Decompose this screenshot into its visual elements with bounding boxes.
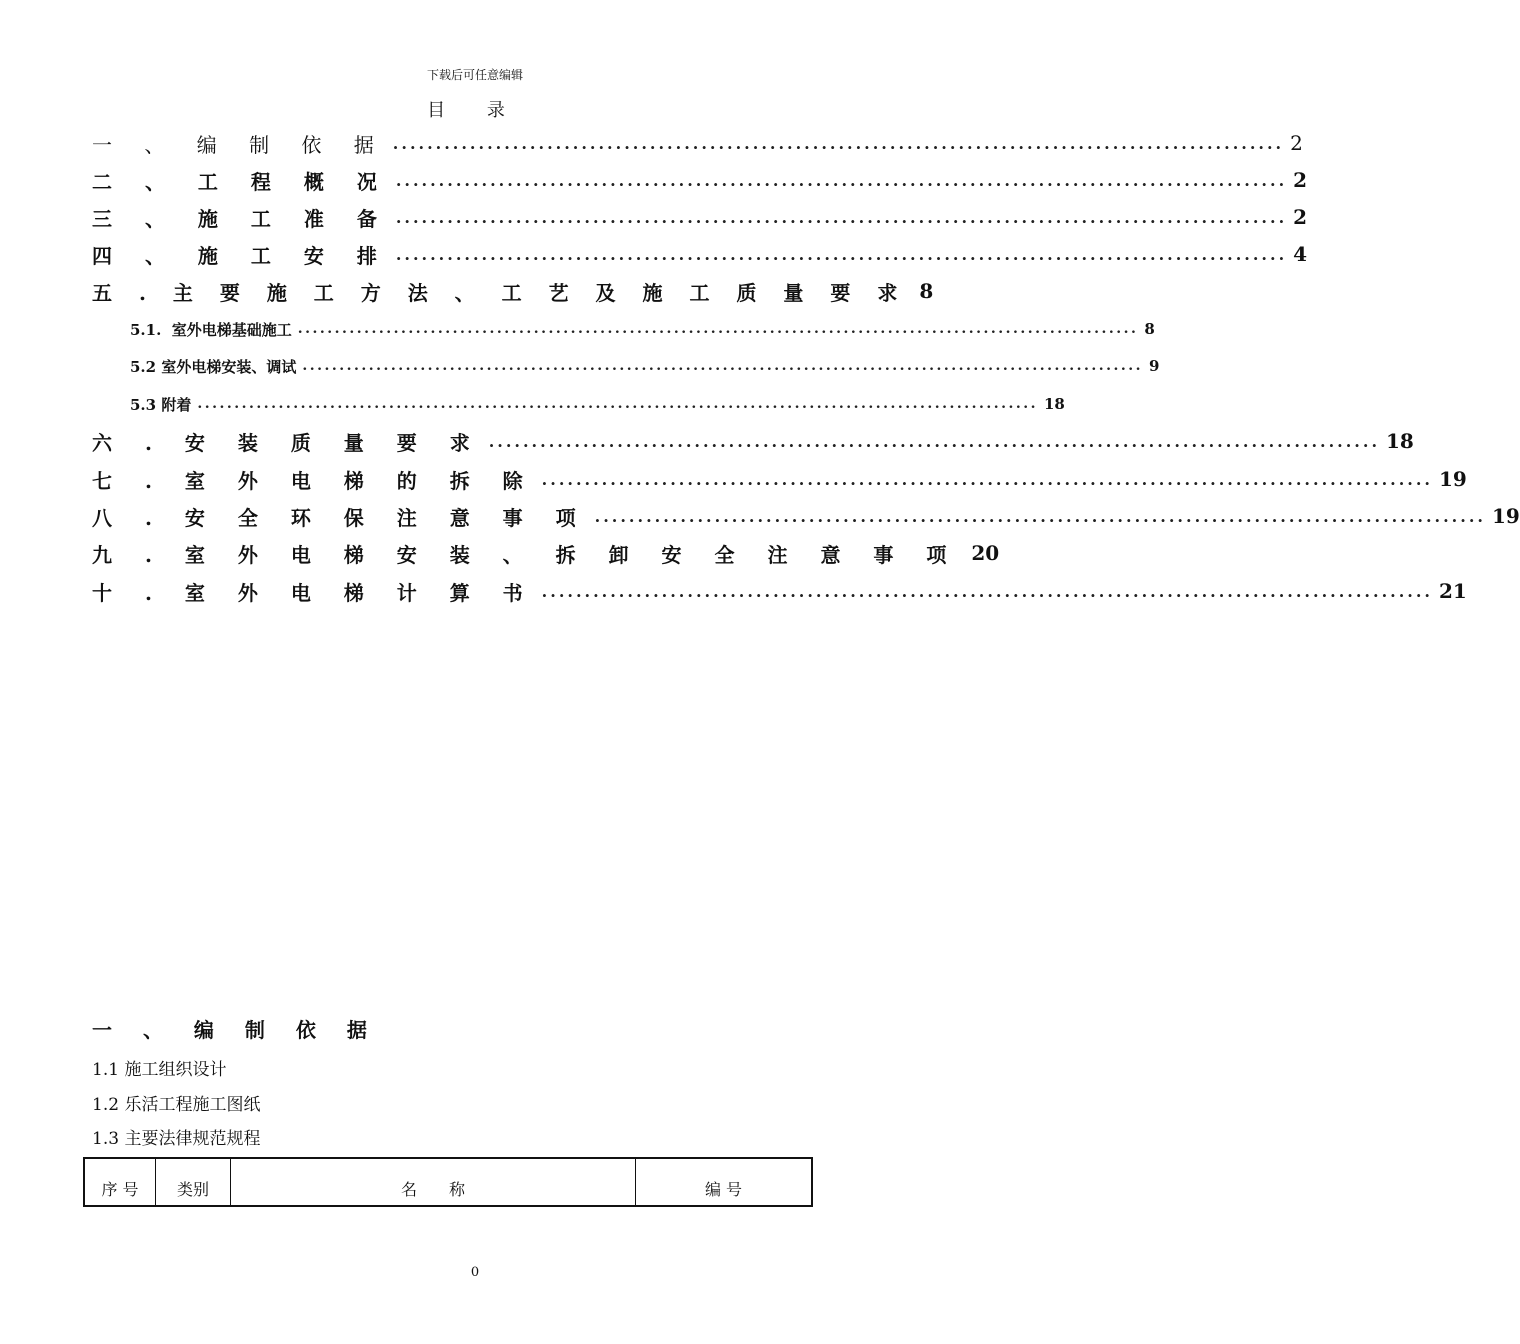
toc-entry-page: 8: [1144, 320, 1155, 338]
page-number: 0: [470, 1265, 480, 1280]
header-note: 下载后可任意编辑: [426, 68, 523, 82]
toc-entry-label: 五 . 主 要 施 工 方 法 、 工 艺 及 施 工 质 量 要 求: [92, 280, 908, 305]
toc-leader: ........................................................................................................: [541, 469, 1433, 489]
toc-entry-label: 六 . 安 装 质 量 要 求: [92, 430, 483, 455]
toc-entry-label: 二 、 工 程 概 况: [92, 169, 390, 194]
toc-entry-label: 5.1. 室外电梯基础施工: [130, 320, 292, 339]
toc-entry-label: 三 、 施 工 准 备: [92, 206, 390, 231]
toc-leader: ..................................................................................................................: [297, 321, 1139, 337]
toc-entry-label: 5.3 附着: [130, 395, 192, 414]
toc-entry-label: 四 、 施 工 安 排: [92, 243, 390, 268]
toc-leader: ..................................................................................................................: [197, 396, 1038, 412]
toc-entry-label: 九 . 室 外 电 梯 安 装 、 拆 卸 安 全 注 意 事 项: [92, 542, 960, 567]
toc-entry-page: 8: [919, 279, 934, 303]
toc-leader: ........................................................................................................: [395, 170, 1288, 190]
toc-entry-label: 七 . 室 外 电 梯 的 拆 除: [92, 468, 536, 493]
toc-entry-8[interactable]: [92, 499, 1520, 533]
toc-entry-6[interactable]: [92, 424, 1414, 458]
toc-entry-5-1[interactable]: [130, 312, 1155, 346]
toc-entry-9[interactable]: [92, 536, 1000, 570]
toc-entry-label: 一 、 编 制 依 据: [92, 132, 387, 157]
basis-item-2: 1.2 乐活工程施工图纸: [92, 1095, 261, 1115]
toc-entry-page: 19: [1491, 504, 1520, 528]
section-heading: 一 、 编 制 依 据: [92, 1018, 379, 1042]
toc-entry-4[interactable]: [92, 237, 1308, 271]
toc-leader: ........................................................................................................: [395, 244, 1288, 264]
toc-entry-page: 20: [971, 541, 1000, 565]
col-header-code: 编 号: [636, 1158, 813, 1206]
toc-entry-page: 19: [1438, 467, 1467, 491]
toc-entry-page: 21: [1438, 579, 1467, 603]
toc-entry-page: 2: [1290, 131, 1303, 155]
toc-entry-page: 18: [1043, 395, 1065, 413]
toc-entry-3[interactable]: [92, 200, 1308, 234]
toc-entry-page: 9: [1148, 357, 1160, 375]
toc-entry-10[interactable]: [92, 574, 1467, 608]
toc-entry-5-2[interactable]: [130, 349, 1160, 383]
toc-leader: ........................................................................................................: [488, 431, 1381, 451]
toc-entry-page: 4: [1293, 242, 1308, 266]
toc-leader: ........................................................................................................: [392, 133, 1285, 153]
regulations-table: [83, 1157, 813, 1207]
toc-entry-label: 5.2 室外电梯安装、调试: [130, 357, 297, 376]
toc-entry-label: 八 . 安 全 环 保 注 意 事 项: [92, 505, 589, 530]
toc-entry-5-3[interactable]: [130, 387, 1065, 421]
toc-entry-7[interactable]: [92, 462, 1467, 496]
toc-entry-page: 18: [1386, 429, 1414, 453]
col-header-category: 类别: [156, 1158, 231, 1206]
toc-entry-1[interactable]: [92, 126, 1303, 160]
toc-leader: ........................................................................................................: [594, 506, 1486, 526]
col-header-name: 名 称: [231, 1158, 636, 1206]
toc-entry-page: 2: [1293, 168, 1308, 192]
toc-leader: ........................................................................................................: [541, 581, 1433, 601]
toc-entry-2[interactable]: [92, 163, 1308, 197]
toc-title: 目 录: [427, 100, 523, 121]
toc-entry-label: 十 . 室 外 电 梯 计 算 书: [92, 580, 536, 605]
basis-item-1: 1.1 施工组织设计: [92, 1060, 227, 1080]
toc-leader: ........................................................................................................: [395, 207, 1288, 227]
toc-leader: ..................................................................................................................: [302, 358, 1143, 374]
toc-entry-5[interactable]: [92, 274, 934, 308]
col-header-index: 序 号: [84, 1158, 156, 1206]
table-header-row: [84, 1158, 812, 1206]
basis-item-3: 1.3 主要法律规范规程: [92, 1129, 261, 1149]
toc-entry-page: 2: [1293, 205, 1308, 229]
